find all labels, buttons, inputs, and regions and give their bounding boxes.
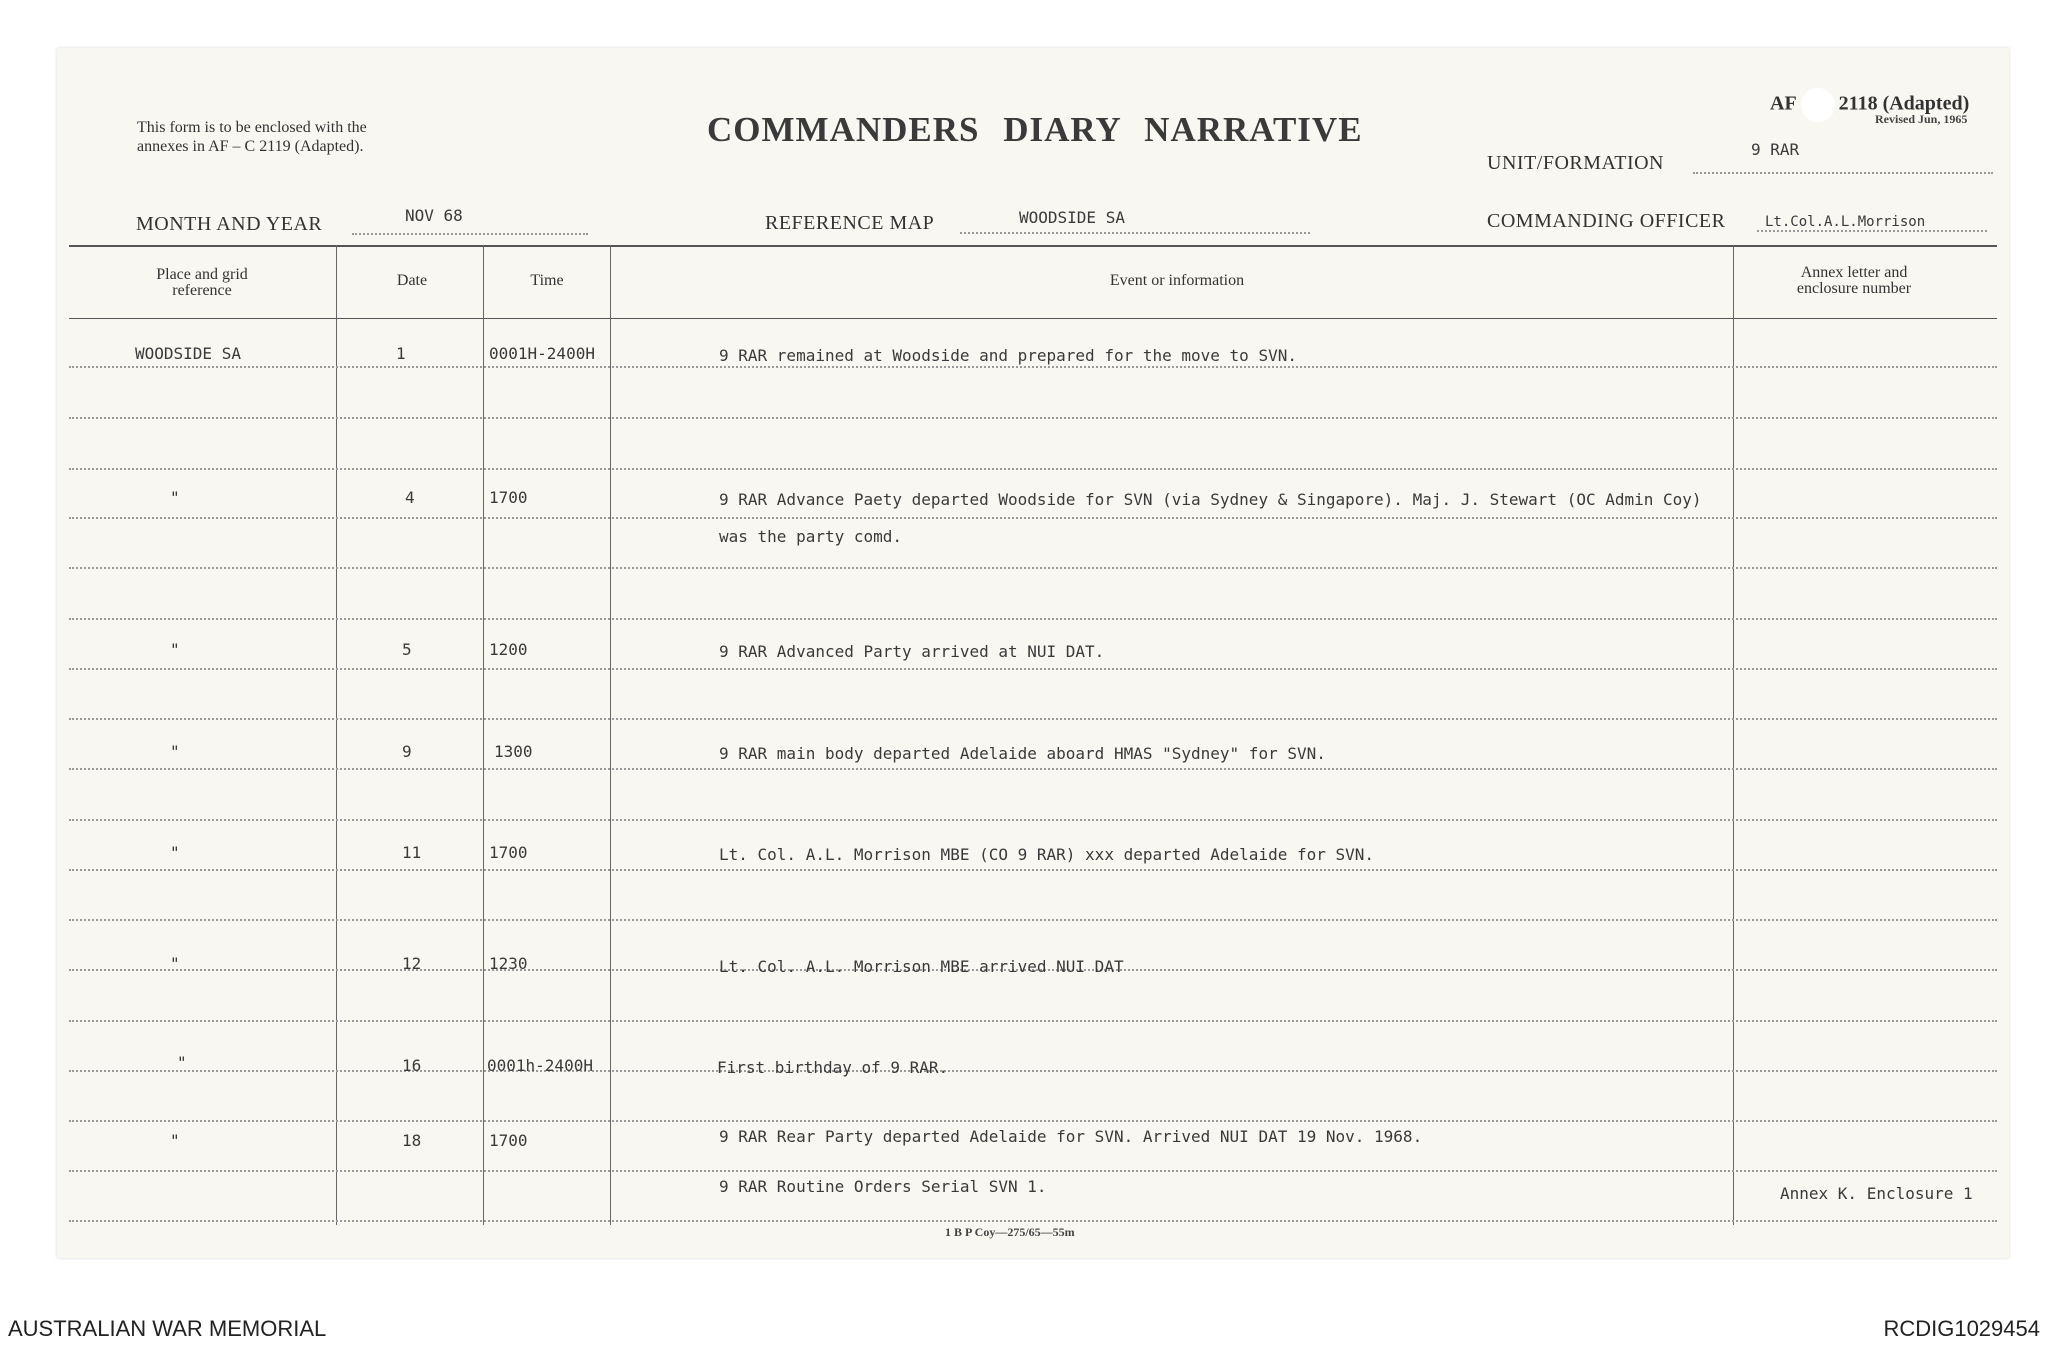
column-header-event: Event or information [1109,272,1245,289]
time-cell: 1200 [489,640,528,659]
column-header-date: Date [396,272,428,289]
unit-dotted-line [1693,172,1993,174]
date-cell: 5 [402,640,412,659]
place-cell: " [170,1131,180,1150]
event-cell: 9 RAR Rear Party departed Adelaide for SVN. Arrived NUI DAT 19 Nov. 1968. [719,1127,1423,1146]
time-cell: 1230 [489,954,528,973]
date-cell: 11 [402,843,422,862]
unit-value: 9 RAR [1751,140,1800,159]
ruling-line [69,1070,1997,1072]
column-header-place: Place and grid reference [156,266,248,299]
ruling-line [69,1220,1997,1222]
place-cell: WOODSIDE SA [135,344,241,363]
time-cell: 0001h-2400H [487,1056,593,1075]
table-top-rule [69,245,1997,247]
ruling-line [69,1170,1997,1172]
column-header-time: Time [530,272,564,289]
ruling-line [69,417,1997,419]
event-cell-continued: was the party comd. [719,527,903,546]
time-cell: 1700 [489,1131,528,1150]
ruling-line [69,869,1997,871]
event-cell-continued: 9 RAR Routine Orders Serial SVN 1. [719,1177,1047,1196]
ruling-line [69,819,1997,821]
time-cell: 1700 [489,488,528,507]
date-cell: 4 [405,488,415,507]
month-label: MONTH AND YEAR [136,213,323,235]
month-value: NOV 68 [405,206,463,225]
event-cell: 9 RAR Advanced Party arrived at NUI DAT. [719,642,1105,661]
date-cell: 1 [396,344,406,363]
enclosure-note [137,118,367,156]
time-cell: 1300 [494,742,533,761]
date-cell: 9 [402,742,412,761]
column-divider-event [1733,245,1734,1225]
ruling-line [69,1120,1997,1122]
ruling-line [69,668,1997,670]
enclosure-note-line-1: This form is to be enclosed with the [137,119,367,136]
place-cell: " [170,640,180,659]
ruling-line [69,468,1997,470]
diary-form-sheet [57,48,2009,1258]
column-divider-time [610,245,611,1225]
column-divider-place [336,245,337,1225]
ruling-line [69,366,1997,368]
date-cell: 18 [402,1131,422,1150]
table-header-rule [69,318,1997,319]
ruling-line [69,618,1997,620]
time-cell: 1700 [489,843,528,862]
unit-label: UNIT/FORMATION [1487,152,1664,174]
place-cell: " [170,954,180,973]
form-number-prefix: AF [1770,92,1797,115]
event-cell: 9 RAR main body departed Adelaide aboard HMAS "Sydney" for SVN. [719,744,1326,763]
map-dotted-line [960,232,1310,234]
event-cell: Lt. Col. A.L. Morrison MBE (CO 9 RAR) xxx departed Adelaide for SVN. [719,845,1375,864]
ruling-line [69,768,1997,770]
punch-hole [1801,88,1835,122]
event-cell: Lt. Col. A.L. Morrison MBE arrived NUI DAT [719,957,1124,976]
credit-left: AUSTRALIAN WAR MEMORIAL [8,1316,327,1341]
map-label: REFERENCE MAP [765,212,935,234]
place-cell: " [170,488,180,507]
ruling-line [69,718,1997,720]
column-divider-date [483,245,484,1225]
date-cell: 12 [402,954,422,973]
month-dotted-line [352,233,588,235]
revised-date: Revised Jun, 1965 [1875,112,1968,126]
event-cell: 9 RAR Advance Paety departed Woodside for SVN (via Sydney & Singapore). Maj. J. Stewart (OC Admin Coy) [719,490,1702,509]
place-cell: " [177,1053,187,1072]
place-cell: " [170,742,180,761]
place-cell: " [170,843,180,862]
form-title: COMMANDERS DIARY NARRATIVE [707,110,1363,149]
co-label: COMMANDING OFFICER [1487,210,1726,232]
print-code: 1 B P Coy—275/65—55m [945,1225,1075,1239]
column-header-annex: Annex letter and enclosure number [1796,264,1912,297]
form-number-value: 2118 (Adapted) [1838,92,1970,115]
ruling-line [69,567,1997,569]
time-cell: 0001H-2400H [489,344,595,363]
map-value: WOODSIDE SA [1019,208,1125,227]
co-value: Lt.Col.A.L.Morrison [1765,214,1926,230]
credit-right: RCDIG1029454 [1883,1316,2040,1341]
ruling-line [69,517,1997,519]
annex-cell: Annex K. Enclosure 1 [1780,1184,1973,1203]
ruling-line [69,1020,1997,1022]
date-cell: 16 [402,1056,422,1075]
co-dotted-line [1757,230,1987,232]
enclosure-note-line-2: annexes in AF – C 2119 (Adapted). [137,138,364,155]
event-cell: First birthday of 9 RAR. [717,1058,949,1077]
event-cell: 9 RAR remained at Woodside and prepared for the move to SVN. [719,346,1297,365]
ruling-line [69,919,1997,921]
